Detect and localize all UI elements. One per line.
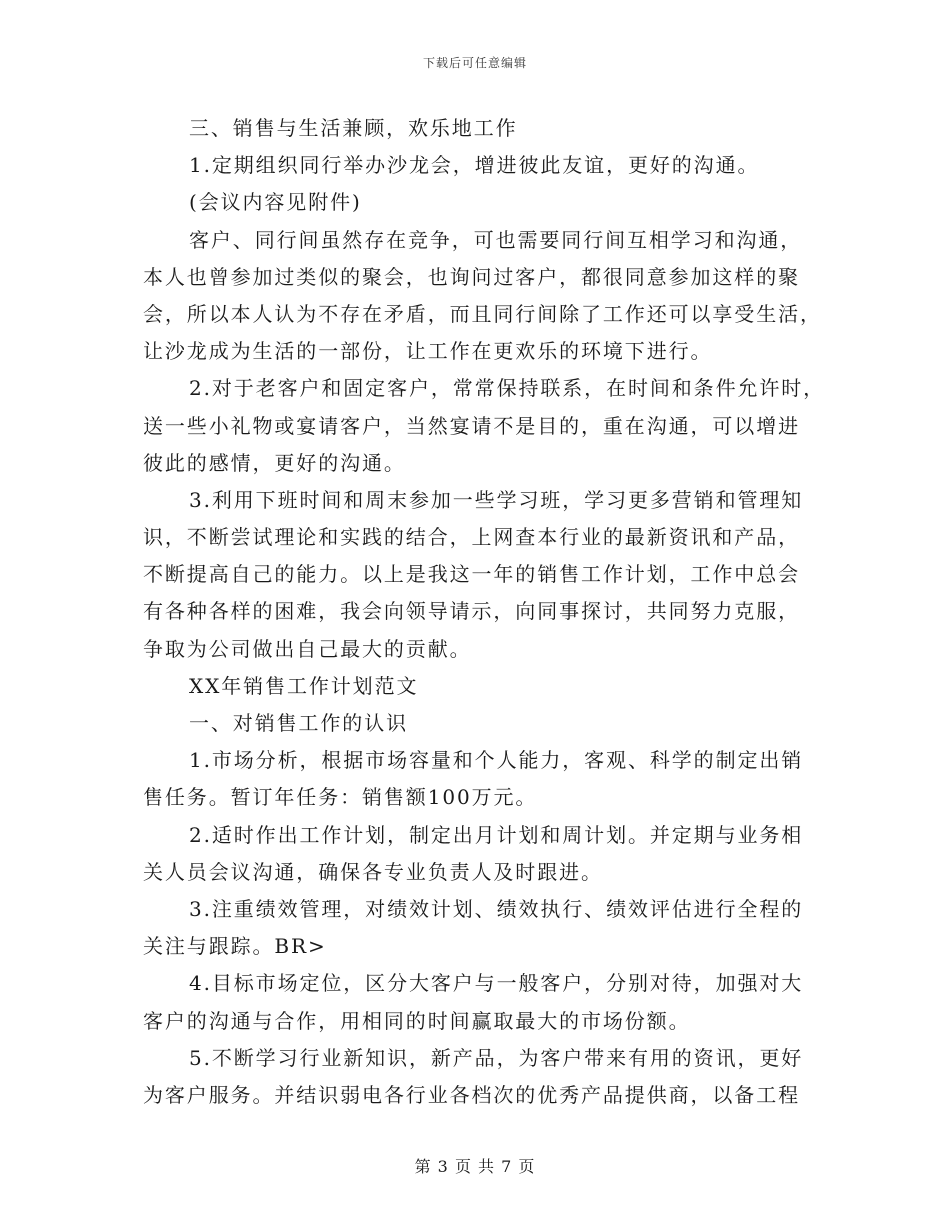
text-line: 3.利用下班时间和周末参加一些学习班，学习更多营销和管理知 bbox=[189, 487, 804, 512]
text-line: 不断提高自己的能力。以上是我这一年的销售工作计划，工作中总会 bbox=[143, 562, 800, 587]
text-line: 争取为公司做出自己最大的贡献。 bbox=[143, 636, 472, 661]
page-header: 下载后可任意编辑 bbox=[422, 56, 527, 70]
text-line: 关人员会议沟通，确保各专业负责人及时跟进。 bbox=[143, 859, 603, 884]
text-line: 让沙龙成为生活的一部份，让工作在更欢乐的环境下进行。 bbox=[143, 339, 713, 364]
text-line: 为客户服务。并结识弱电各行业各档次的优秀产品提供商，以备工程 bbox=[143, 1082, 800, 1107]
text-line: 2.对于老客户和固定客户，常常保持联系，在时间和条件允许时， bbox=[189, 376, 826, 401]
text-line: 识，不断尝试理论和实践的结合，上网查本行业的最新资讯和产品， bbox=[143, 525, 800, 550]
text-line: 送一些小礼物或宴请客户，当然宴请不是目的，重在沟通，可以增进 bbox=[143, 413, 800, 438]
text-line: 2.适时作出工作计划，制定出月计划和周计划。并定期与业务相 bbox=[189, 822, 804, 847]
text-line: 5.不断学习行业新知识，新产品，为客户带来有用的资讯，更好 bbox=[189, 1045, 804, 1070]
text-line: 三、销售与生活兼顾，欢乐地工作 bbox=[189, 116, 518, 140]
text-line: 本人也曾参加过类似的聚会，也询问过客户，都很同意参加这样的聚 bbox=[143, 264, 800, 289]
text-line: 会，所以本人认为不存在矛盾，而且同行间除了工作还可以享受生活， bbox=[143, 301, 822, 326]
text-line: 4.目标市场定位，区分大客户与一般客户，分别对待，加强对大 bbox=[189, 971, 804, 996]
text-line: 彼此的感情，更好的沟通。 bbox=[143, 450, 406, 475]
text-line: 关注与跟踪。BR> bbox=[143, 934, 327, 959]
text-line: 售任务。暂订年任务：销售额100万元。 bbox=[143, 785, 538, 810]
text-line: 1.市场分析，根据市场容量和个人能力，客观、科学的制定出销 bbox=[189, 748, 804, 773]
text-line: (会议内容见附件) bbox=[189, 190, 362, 215]
text-line: 3.注重绩效管理，对绩效计划、绩效执行、绩效评估进行全程的 bbox=[189, 896, 804, 921]
text-line: 一、对销售工作的认识 bbox=[189, 711, 408, 735]
text-line: XX年销售工作计划范文 bbox=[189, 673, 419, 698]
text-line: 有各种各样的困难，我会向领导请示，向同事探讨，共同努力克服， bbox=[143, 599, 800, 624]
text-line: 客户的沟通与合作，用相同的时间赢取最大的市场份额。 bbox=[143, 1008, 691, 1033]
text-line: 1.定期组织同行举办沙龙会，增进彼此友谊，更好的沟通。 bbox=[189, 153, 760, 178]
text-line: 客户、同行间虽然存在竞争，可也需要同行间互相学习和沟通， bbox=[189, 227, 803, 252]
document-body bbox=[143, 110, 826, 1114]
page-footer: 第 3 页 共 7 页 bbox=[414, 1157, 536, 1176]
